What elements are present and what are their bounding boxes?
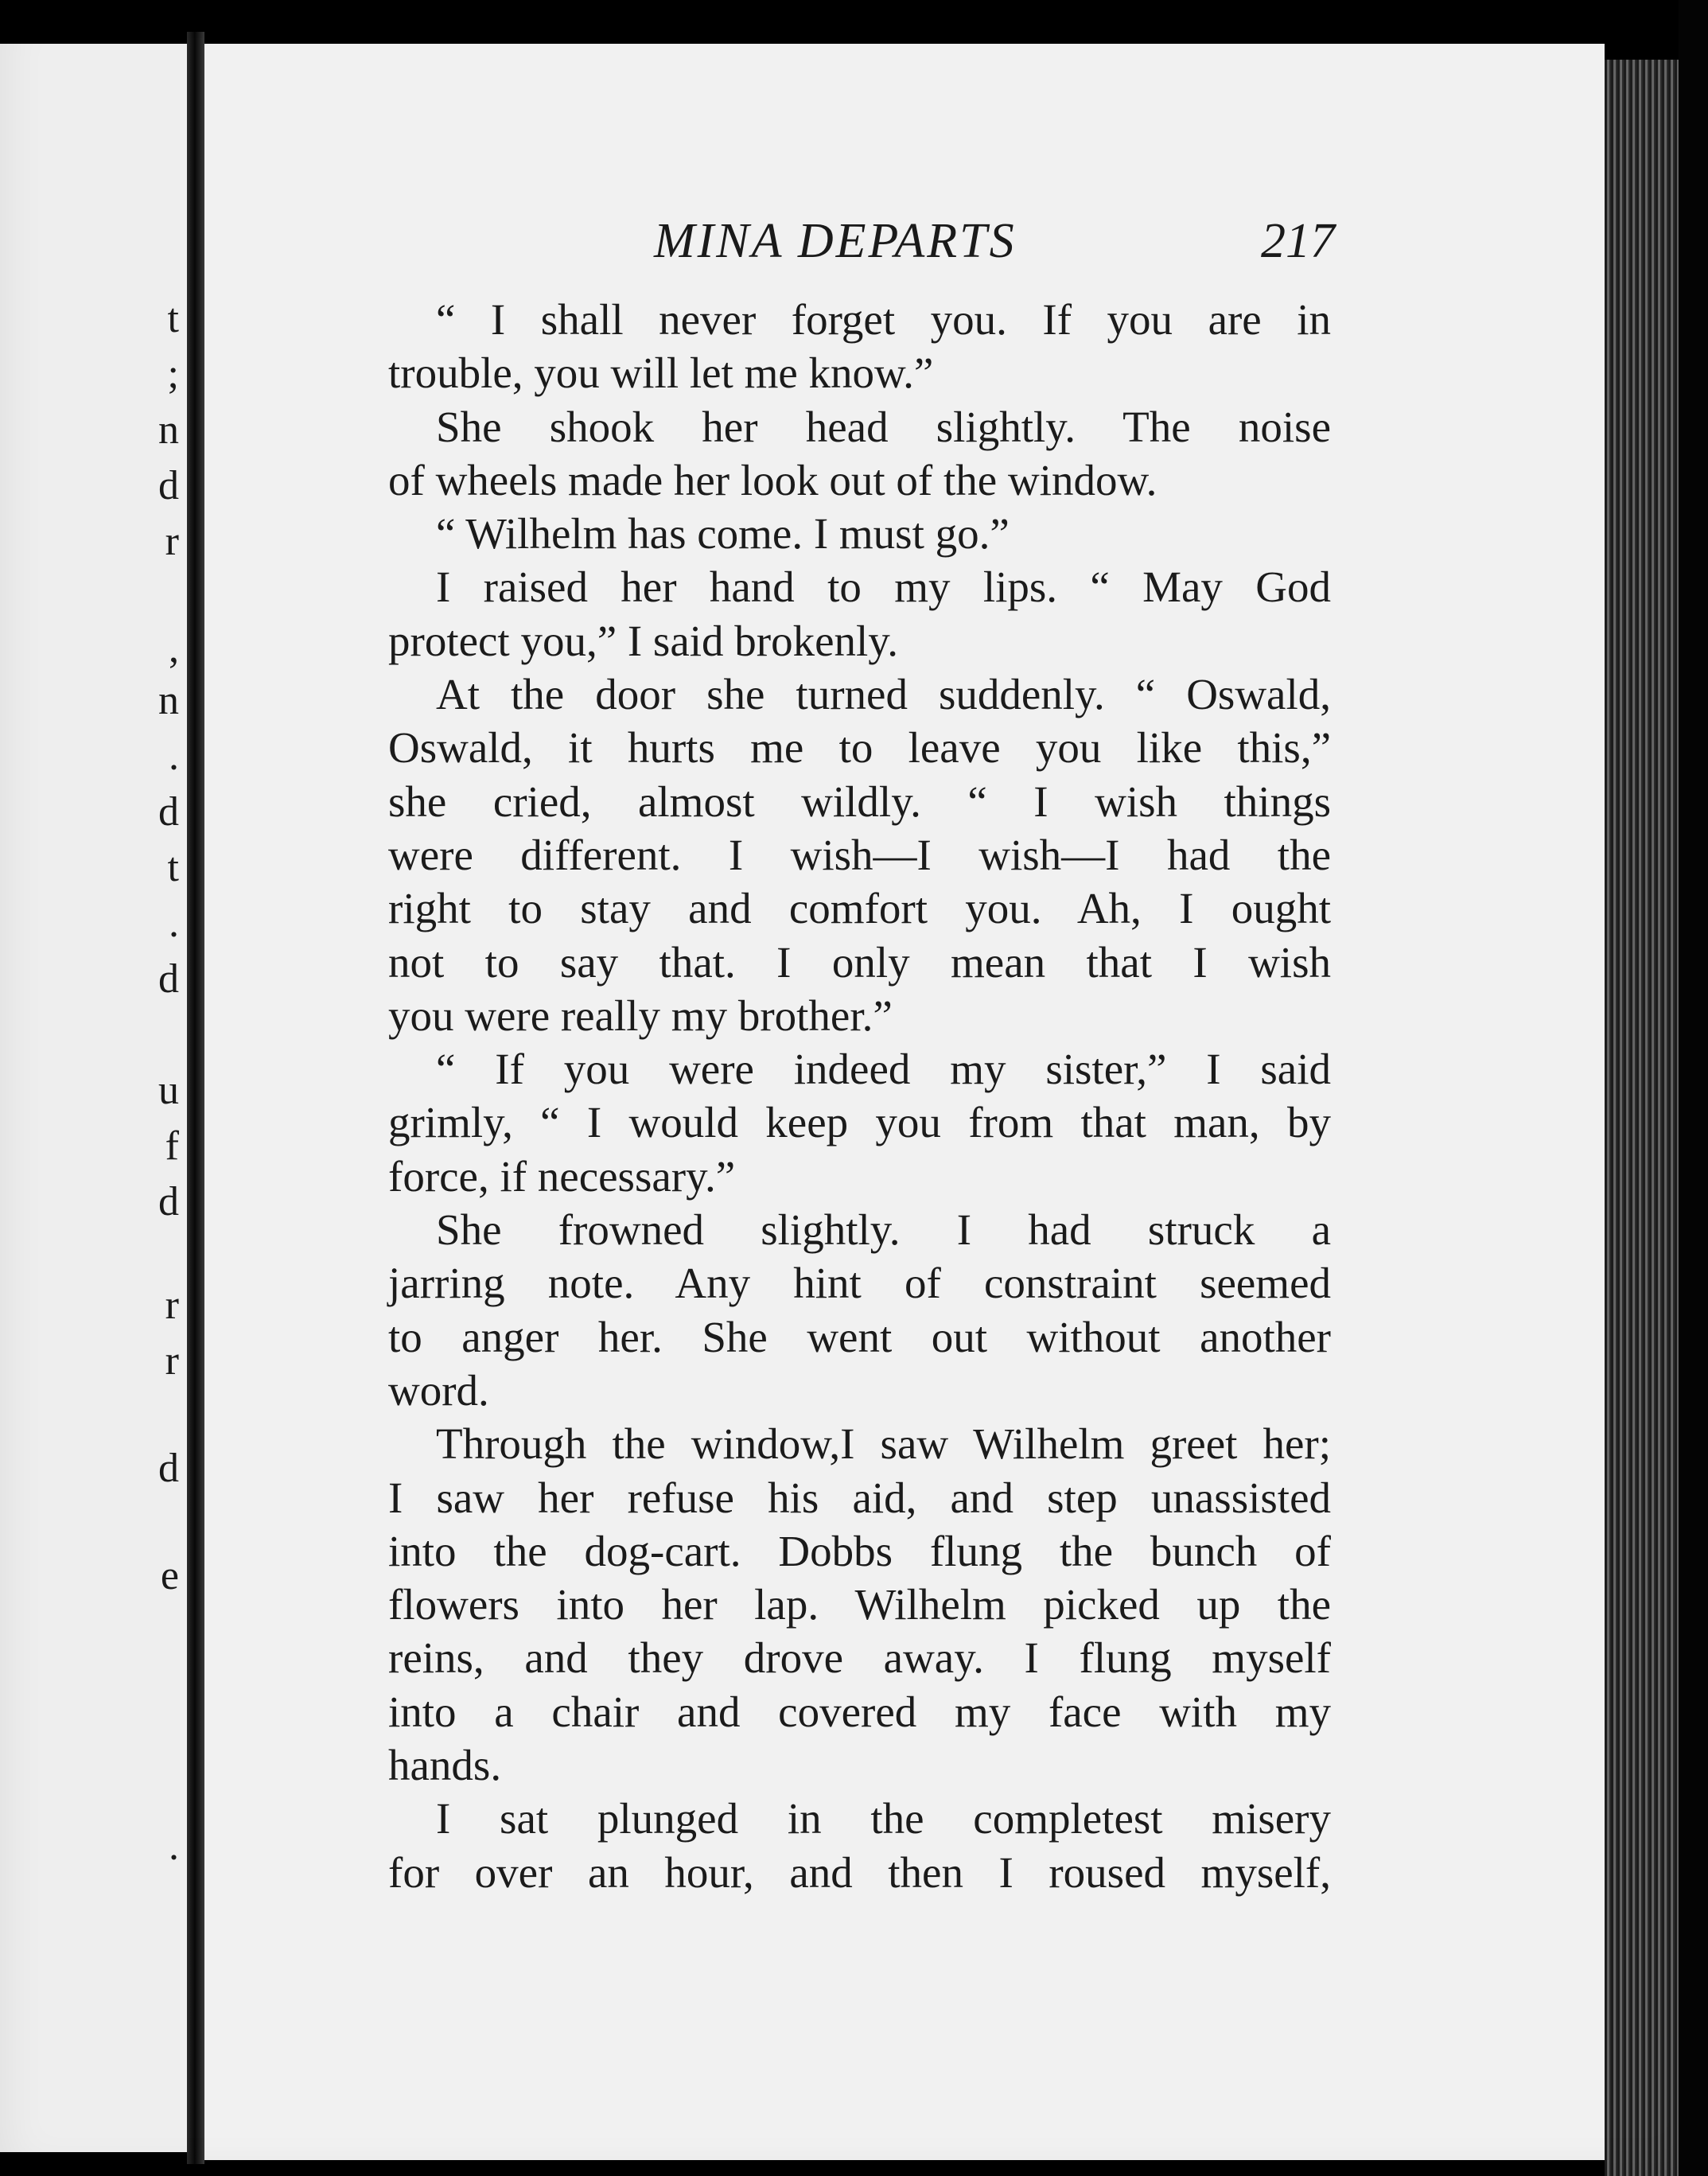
text-line: she cried, almost wildly. “ I wish things bbox=[388, 777, 1331, 826]
left-margin-char: d bbox=[158, 463, 179, 508]
left-margin-char: r bbox=[165, 1338, 179, 1384]
left-margin-char: . bbox=[169, 1824, 179, 1869]
text-line: I raised her hand to my lips. “ May God bbox=[436, 562, 1331, 612]
text-line: I saw her refuse his aid, and step unassisted bbox=[388, 1473, 1331, 1522]
text-line: for over an hour, and then I roused myself, bbox=[388, 1847, 1331, 1897]
body-text bbox=[388, 293, 1331, 1899]
left-margin-char: . bbox=[169, 901, 179, 946]
left-page-line-endings bbox=[147, 44, 179, 2152]
text-line: Oswald, it hurts me to leave you like this,” bbox=[388, 723, 1331, 773]
text-line: you were really my brother.” bbox=[388, 991, 893, 1040]
text-line: “ I shall never forget you. If you are in bbox=[436, 295, 1331, 344]
running-head bbox=[0, 213, 1708, 269]
left-margin-char: r bbox=[165, 519, 179, 564]
text-line: into a chair and covered my face with my bbox=[388, 1687, 1331, 1736]
left-margin-char: t bbox=[167, 845, 179, 890]
left-margin-char: d bbox=[158, 1179, 179, 1224]
text-line: were different. I wish—I wish—I had the bbox=[388, 830, 1331, 879]
left-margin-char: e bbox=[160, 1553, 179, 1598]
text-line: flowers into her lap. Wilhelm picked up the bbox=[388, 1580, 1331, 1629]
text-line: to anger her. She went out without another bbox=[388, 1312, 1331, 1361]
left-margin-char: r bbox=[165, 1283, 179, 1328]
left-facing-page-fragment bbox=[0, 44, 187, 2152]
left-margin-char: t bbox=[167, 296, 179, 341]
text-line: into the dog-cart. Dobbs flung the bunch of bbox=[388, 1526, 1331, 1575]
text-line: protect you,” I said brokenly. bbox=[388, 616, 898, 665]
left-margin-char: ; bbox=[167, 352, 179, 397]
text-line: force, if necessary.” bbox=[388, 1151, 736, 1201]
left-margin-char: n bbox=[158, 678, 179, 723]
text-line: reins, and they drove away. I flung myself bbox=[388, 1633, 1331, 1683]
left-margin-char: u bbox=[158, 1068, 179, 1113]
left-margin-char: . bbox=[169, 734, 179, 779]
left-margin-char: d bbox=[158, 1446, 179, 1491]
text-line: hands. bbox=[388, 1741, 502, 1790]
text-line: She frowned slightly. I had struck a bbox=[436, 1205, 1331, 1255]
text-line: trouble, you will let me know.” bbox=[388, 348, 934, 398]
left-margin-char: d bbox=[158, 956, 179, 1002]
text-line: She shook her head slightly. The noise bbox=[436, 402, 1331, 451]
left-margin-char: d bbox=[158, 789, 179, 835]
text-line: of wheels made her look out of the window. bbox=[388, 455, 1157, 504]
text-line: At the door she turned suddenly. “ Oswald, bbox=[436, 670, 1331, 719]
scan-border bbox=[1679, 0, 1708, 2176]
left-margin-char: , bbox=[169, 626, 179, 671]
text-line: I sat plunged in the completest misery bbox=[436, 1794, 1331, 1843]
text-line: Through the window,I saw Wilhelm greet her; bbox=[436, 1419, 1331, 1469]
text-line: not to say that. I only mean that I wish bbox=[388, 937, 1331, 987]
text-line: grimly, “ I would keep you from that man, by bbox=[388, 1098, 1331, 1147]
running-title: MINA DEPARTS bbox=[654, 214, 1017, 268]
left-margin-char: f bbox=[165, 1123, 179, 1169]
book-gutter bbox=[187, 32, 204, 2164]
text-line: jarring note. Any hint of constraint seemed bbox=[388, 1259, 1331, 1308]
page-number: 217 bbox=[1261, 214, 1335, 268]
text-line: word. bbox=[388, 1365, 489, 1415]
text-line: right to stay and comfort you. Ah, I ought bbox=[388, 884, 1331, 933]
text-line: “ Wilhelm has come. I must go.” bbox=[436, 509, 1010, 559]
text-line: “ If you were indeed my sister,” I said bbox=[436, 1045, 1331, 1094]
left-margin-char: n bbox=[158, 407, 179, 453]
